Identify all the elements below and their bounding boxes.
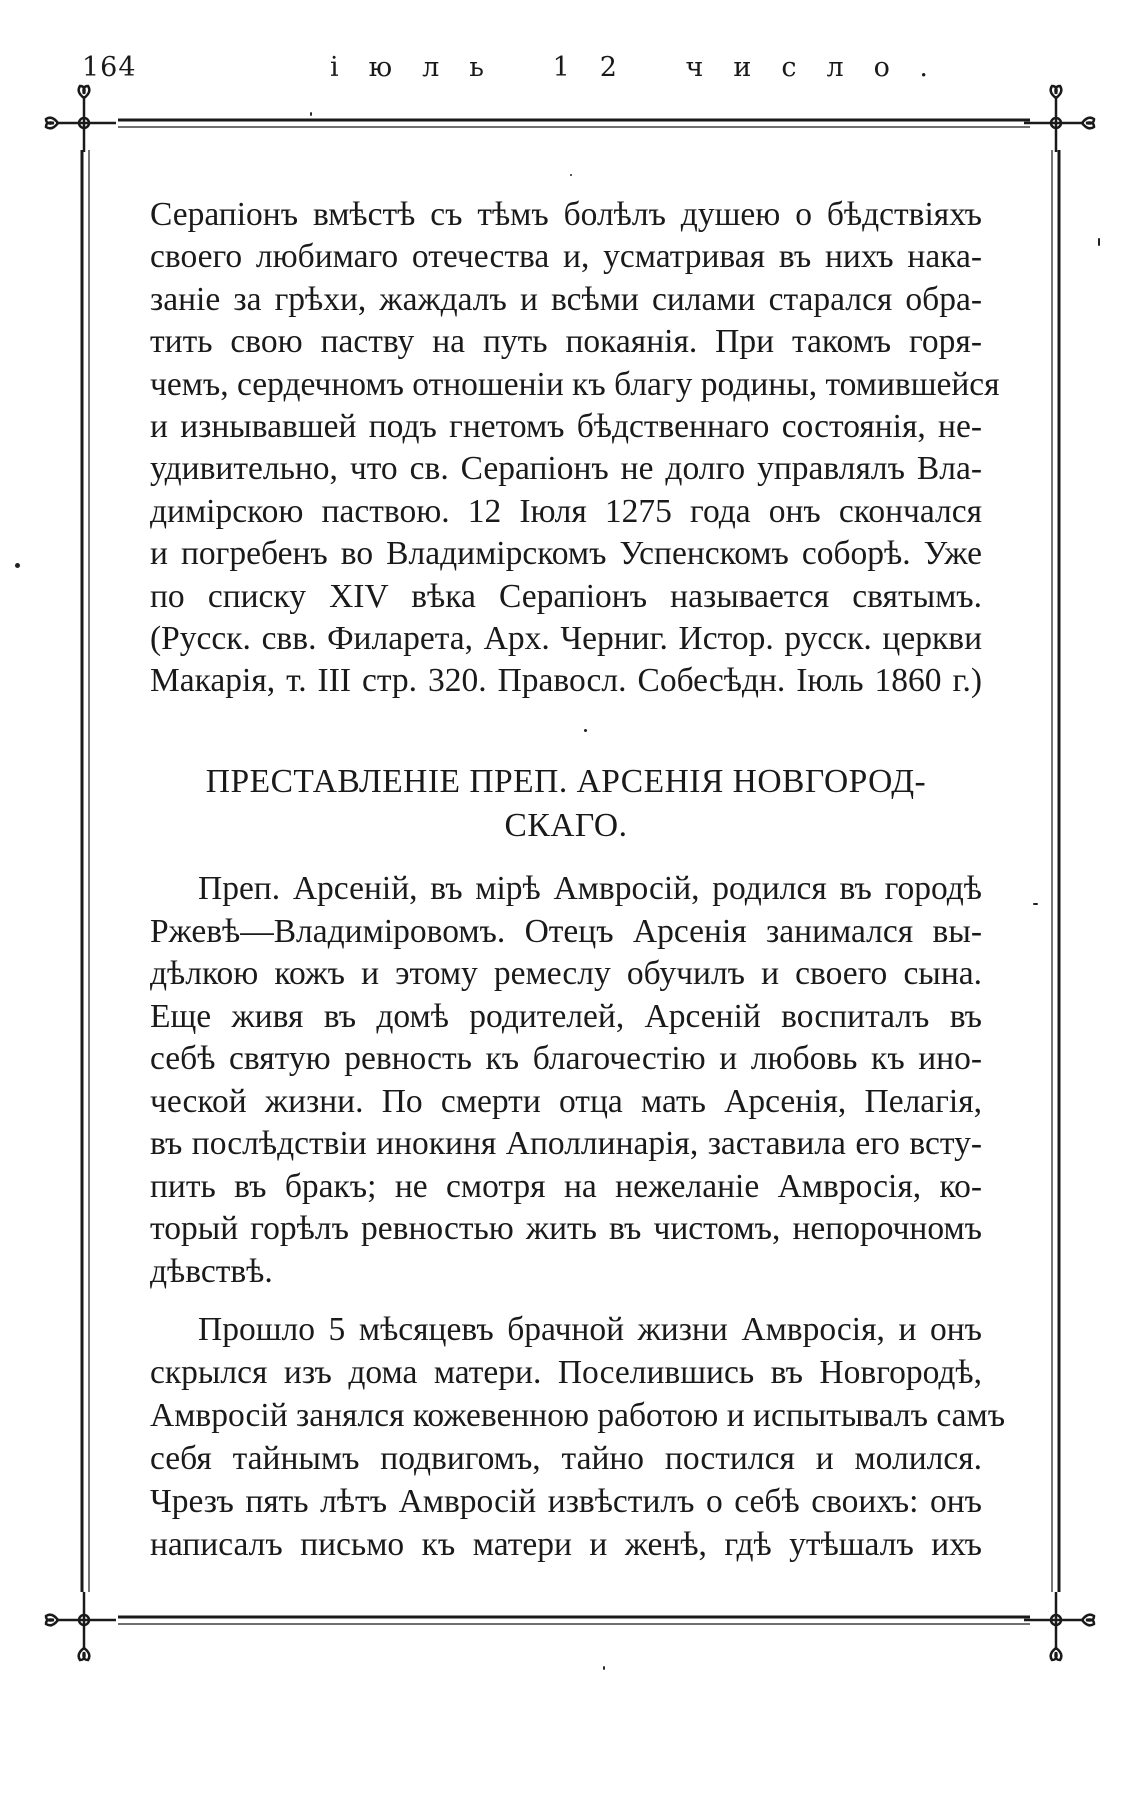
text-line: тить свою паству на путь покаянія. При такомъ горя- bbox=[150, 323, 982, 361]
scan-speck bbox=[1033, 903, 1038, 905]
text-line: своего любимаго отечества и, усматривая въ нихъ нака- bbox=[150, 238, 982, 276]
paragraph-serapion bbox=[150, 194, 1000, 703]
corner-ornament-top-left bbox=[46, 86, 116, 152]
heading-line-2: СКАГО. bbox=[504, 807, 628, 844]
running-title: іюль 12 числo. bbox=[330, 52, 958, 83]
text-line: Чрезъ пять лѣтъ Амвросій извѣстилъ о себѣ своихъ: онъ bbox=[150, 1483, 982, 1520]
scan-speck bbox=[584, 729, 587, 732]
scan-speck bbox=[570, 174, 572, 176]
section-heading bbox=[150, 760, 982, 848]
paragraph-arseny-novgorod bbox=[150, 1308, 1006, 1566]
text-line: (Русск. свв. Филарета, Арх. Черниг. Истор. русск. церкви bbox=[150, 620, 982, 658]
text-line: заніе за грѣхи, жаждалъ и всѣми силами старался обра- bbox=[150, 280, 982, 318]
text-line: Амвросій занялся кожевенною работою и испытывалъ самъ bbox=[150, 1397, 1006, 1434]
heading-line-1: ПРЕСТАВЛЕНІЕ ПРЕП. АРСЕНІЯ НОВГОРОД- bbox=[205, 763, 927, 800]
text-line: и погребенъ во Владимірскомъ Успенскомъ соборѣ. Уже bbox=[150, 535, 982, 573]
text-line: Серапіонъ вмѣстѣ съ тѣмъ болѣлъ душею о бѣдствіяхъ bbox=[150, 196, 982, 233]
scan-speck bbox=[310, 112, 312, 116]
text-line: чемъ, сердечномъ отношеніи къ благу родины, томившейся bbox=[150, 365, 1000, 403]
text-line: скрылся изъ дома матери. Поселившись въ Новгородѣ, bbox=[150, 1354, 982, 1391]
text-line: по списку XIV вѣка Серапіонъ называется святымъ. bbox=[150, 577, 982, 615]
text-line: димірскою паствою. 12 Іюля 1275 года онъ скончался bbox=[150, 492, 982, 530]
page-number: 164 bbox=[82, 52, 137, 83]
text-line: ческой жизни. По смерти отца мать Арсенія, Пелагія, bbox=[150, 1082, 982, 1120]
corner-ornament-bottom-left bbox=[46, 1592, 116, 1660]
text-line: въ послѣдствіи инокиня Аполлинарія, заставила его всту- bbox=[150, 1125, 982, 1162]
text-line: Прошло 5 мѣсяцевъ брачной жизни Амвросія, и онъ bbox=[198, 1311, 982, 1348]
text-line: Преп. Арсеній, въ мірѣ Амвросій, родился въ городѣ bbox=[198, 870, 982, 907]
scan-speck bbox=[1098, 238, 1100, 246]
scan-speck bbox=[603, 1666, 605, 1670]
text-line: написалъ письмо къ матери и женѣ, гдѣ утѣшалъ ихъ bbox=[150, 1526, 982, 1563]
text-line: Ржевѣ—Владиміровомъ. Отецъ Арсенія занимался вы- bbox=[150, 912, 982, 950]
corner-ornament-top-right bbox=[1024, 86, 1094, 152]
text-line: Макарія, т. III стр. 320. Правосл. Собесѣдн. Іюль 1860 г.) bbox=[150, 662, 982, 700]
text-line: себя тайнымъ подвигомъ, тайно постился и молился. bbox=[150, 1440, 982, 1477]
text-line: торый горѣлъ ревностью жить въ чистомъ, непорочномъ bbox=[150, 1210, 982, 1247]
text-line: Еще живя въ домѣ родителей, Арсеній воспиталъ въ bbox=[150, 997, 982, 1035]
text-line: удивительно, что св. Серапіонъ не долго управлялъ Вла- bbox=[150, 450, 982, 488]
text-line: дѣлкою кожъ и этому ремеслу обучилъ и своего сына. bbox=[150, 955, 982, 992]
text-line: себѣ святую ревность къ благочестію и любовь къ ино- bbox=[150, 1040, 982, 1077]
text-line: и изнывавшей подъ гнетомъ бѣдственнаго состоянія, не- bbox=[150, 408, 982, 446]
corner-ornament-bottom-right bbox=[1024, 1592, 1094, 1660]
paragraph-arseny-birth bbox=[150, 868, 982, 1293]
text-line: дѣвствѣ. bbox=[150, 1252, 273, 1290]
scan-speck bbox=[15, 563, 20, 568]
text-line: пить въ бракъ; не смотря на нежеланіе Амвросія, ко- bbox=[150, 1167, 982, 1205]
